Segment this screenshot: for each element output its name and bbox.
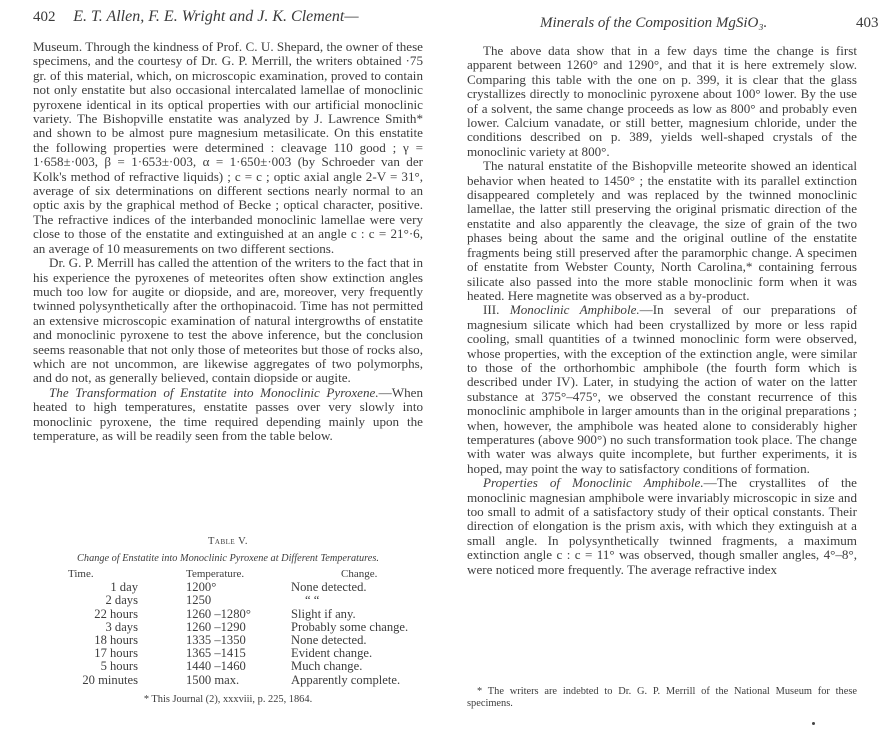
cell-temperature: 1500 max. [186, 672, 240, 687]
cell-time: 5 hours [100, 659, 138, 674]
cell-temperature: 1365 –1415 [186, 646, 246, 661]
cell-temperature: 1200° [186, 580, 217, 595]
section-heading-properties: Properties of Monoclinic Amphibole. [483, 475, 704, 491]
right-paragraph-2: The natural enstatite of the Bishopville meteorite showed an identical behavior when heated to 1450° ; the enstatite with its parallel extinction disappeared completely and was replaced by the twinned monoclinic lamellae, the latter still preserving the original prismatic direction of the enstatite and also apparently the cleavage, the size of grain of the two phases being about the same and the original outline of the enstatite fragments being still preserved after the paramorphic change. A specimen of enstatite from Webster County, North Carolina,* containing ferrous silicate also passed into the more stable monoclinic form when it was heated. Here magnetite was observed as a by-product. [467, 158, 857, 303]
left-paragraph-1: Museum. Through the kindness of Prof. C. U. Shepard, the owner of these specimens, and the courtesy of Dr. G. P. Merrill, the writers obtained ·75 gr. of this material, which, on microscopic examination, proved to contain not only enstatite but also occasional intercalated lamellae of monoclinic pyroxene identical in its optical properties with our artificial monoclinic variety. The Bishopville enstatite was analyzed by J. Lawrence Smith* and shown to be almost pure magnesium metasilicate. On this enstatite the following properties were determined : cleavage 110 good ; γ = 1·658±·003, β = 1·653±·003, α = 1·650±·003 (by Schroeder van der Kolk's method of refractive liquids) ; c = c ; optic axial angle 2-V = 31°, average of six determinations on different sections nearly normal to an optic axis by the graphical method of Becke ; optical character, positive. The refractive indices of the interbanded monoclinic lamellae were very close to those of the enstatite and extinguished at an angle c : c = 21°·6, an average of 10 measurements on two different sections. [33, 39, 423, 256]
right-page [445, 0, 890, 750]
section-heading-transformation: The Transformation of Enstatite into Monoclinic Pyroxene. [49, 384, 379, 400]
cell-time: 1 day [110, 580, 138, 595]
left-running-title: E. T. Allen, F. E. Wright and J. K. Clement— [73, 8, 359, 25]
cell-temperature: 1250 [186, 593, 212, 608]
header-temperature: Temperature. [186, 568, 245, 580]
right-paragraph-4 [467, 476, 857, 577]
cell-change: None detected. [291, 580, 367, 595]
cell-time: 20 minutes [82, 672, 138, 687]
table-caption: Change of Enstatite into Monoclinic Pyroxene at Different Temperatures. [77, 553, 379, 564]
cell-temperature: 1260 –1290 [186, 619, 246, 634]
table-row [33, 581, 423, 594]
print-speck [812, 722, 815, 725]
left-running-head [33, 8, 359, 26]
right-footnote: * The writers are indebted to Dr. G. P. Merrill of the National Museum for these specimens. [467, 686, 857, 709]
section-heading-monoclinic-amphibole: Monoclinic Amphibole. [509, 302, 640, 318]
header-time: Time. [68, 568, 94, 580]
section-number: III. [483, 302, 510, 318]
table-row [33, 608, 423, 621]
header-change: Change. [341, 568, 378, 580]
cell-time: 17 hours [94, 646, 138, 661]
cell-time: 18 hours [94, 633, 138, 648]
left-footnote: * This Journal (2), xxxviii, p. 225, 1864. [143, 694, 313, 705]
cell-change: Probably some change. [291, 619, 409, 634]
table-row [33, 674, 423, 687]
table-row [33, 660, 423, 673]
right-paragraph-3-body: —In several of our preparations of magnesium silicate which had been crystallized by more or less rapid cooling, small quantities of a twinned monoclinic form were observed, whose properties, with the exception of the extinction angle, were similar to those of the orthorhombic amphibole (the fourth form which is described under IV). Later, in studying the action of water on the latter substance at 375°–475°, we observed the constant recurrence of this monoclinic amphibole in larger amounts than in the original preparations ; when, however, the amphibole was heated alone to considerably higher temperatures (above 900°) no such transformation took place. The change with water was always quite incomplete, but further experiments, it is hoped, may point the way to satisfactory conditions of formation. [467, 302, 857, 476]
right-paragraph-1: The above data show that in a few days time the change is first apparent between 1260° and 1290°, and that it is here extremely slow. Comparing this table with the one on p. 399, it is clear that the glass crystallizes directly to monoclinic pyroxene about 100° lower. By the use of a solvent, the same change proceeds as low as 800° and probably even lower. Calcium vanadate, or still better, magnesium chloride, under the conditions described on p. 389, yields well-shaped crystals of the monoclinic variety at 800°. [467, 43, 857, 159]
data-table [33, 568, 423, 687]
cell-change: Evident change. [291, 646, 373, 661]
left-page-number: 402 [33, 9, 56, 25]
left-paragraph-3 [33, 386, 423, 444]
cell-temperature: 1260 –1280° [186, 606, 251, 621]
left-paragraph-2: Dr. G. P. Merrill has called the attention of the writers to the fact that in his experience the pyroxenes of meteorites often show extinction angles much too low for augite or diopside, and are, moreover, very frequently twinned polysynthetically after the orthopinacoid. Time has not permitted an extensive microscopic examination of natural intergrowths of enstatite and monoclinic pyroxene to test the above inference, but the conclusion seems reasonable that not only those of meteorites but those of rocks also, which are not uncommon, are likewise aggregates of two polymorphs, and do not, as generally believed, contain diopside or augite. [33, 255, 423, 386]
cell-change: None detected. [291, 633, 367, 648]
cell-time: 3 days [105, 619, 138, 634]
right-paragraph-3 [467, 303, 857, 476]
cell-change: Slight if any. [291, 606, 356, 621]
cell-change: Apparently complete. [291, 672, 401, 687]
right-paragraph-4-body: —The crystallites of the monoclinic magnesian amphibole were invariably microscopic in size and too small to admit of a satisfactory study of their optical constants. Their direction of elongation is the prism axis, with which they extinguish at a small angle. In polysynthetically twinned fragments, a maximum extinction angle c : c = 11° was observed, though smaller angles, 4°–8°, were noticed more frequently. The average refractive index [467, 475, 857, 577]
cell-temperature: 1440 –1460 [186, 659, 246, 674]
cell-time: 22 hours [94, 606, 138, 621]
table-title: Table V. [208, 536, 248, 547]
table-v [33, 536, 423, 687]
right-page-number: 403 [856, 15, 879, 31]
cell-change: Much change. [291, 659, 363, 674]
cell-temperature: 1335 –1350 [186, 633, 246, 648]
right-body-text [467, 44, 857, 577]
cell-change: “ “ [305, 593, 320, 608]
cell-time: 2 days [105, 593, 138, 608]
left-body-text [33, 40, 423, 443]
right-running-head [540, 15, 879, 32]
right-running-title: Minerals of the Composition MgSiO₃. [540, 15, 768, 31]
left-paragraph-3-body: —When heated to high temperatures, enstatite passes over very slowly into monoclinic pyroxene, the time required depending mainly upon the temperature, as will be readily seen from the table below. [33, 384, 423, 443]
table-row [33, 594, 423, 607]
